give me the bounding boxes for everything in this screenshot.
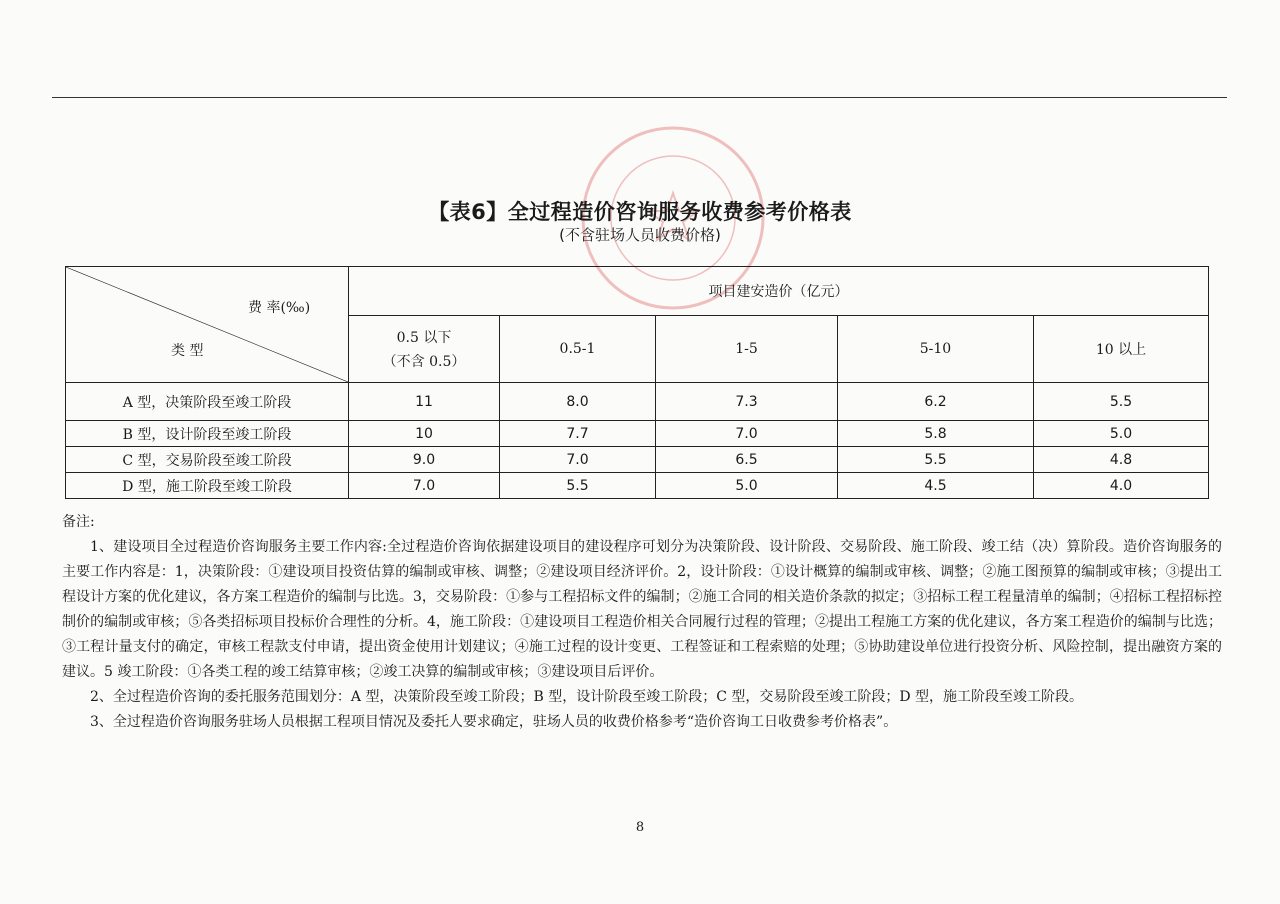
fee-table — [65, 266, 1209, 499]
rate-cell: 4.0 — [1034, 473, 1209, 499]
rate-cell: 7.7 — [500, 421, 656, 447]
rate-cell: 5.5 — [1034, 383, 1209, 421]
table-row — [66, 473, 1209, 499]
page-number: 8 — [635, 820, 645, 835]
notes-section — [62, 510, 1222, 735]
column-header: 1-5 — [656, 316, 838, 383]
rate-cell: 11 — [349, 383, 500, 421]
corner-header-cell — [66, 267, 349, 383]
row-type-cell: A 型，决策阶段至竣工阶段 — [66, 383, 349, 421]
rate-cell: 5.8 — [838, 421, 1034, 447]
column-header: 10 以上 — [1034, 316, 1209, 383]
notes-heading: 备注: — [62, 514, 95, 530]
column-header — [349, 316, 500, 383]
header-rule — [52, 97, 1227, 98]
rate-cell: 10 — [349, 421, 500, 447]
rate-cell: 5.0 — [1034, 421, 1209, 447]
column-header-line1: 0.5 以下 — [396, 330, 452, 346]
rate-cell: 9.0 — [349, 447, 500, 473]
table-row — [66, 447, 1209, 473]
rate-cell: 6.2 — [838, 383, 1034, 421]
column-header: 5-10 — [838, 316, 1034, 383]
note-item: 3、全过程造价咨询服务驻场人员根据工程项目情况及委托人要求确定，驻场人员的收费价格参考“造价咨询工日收费参考价格表”。 — [90, 714, 898, 730]
table-subtitle: (不含驻场人员收费价格) — [559, 226, 721, 244]
note-item: 2、全过程造价咨询的委托服务范围划分：A 型，决策阶段至竣工阶段；B 型，设计阶段至竣工阶段；C 型，交易阶段至竣工阶段；D 型，施工阶段至竣工阶段。 — [90, 689, 1084, 705]
table-title: 【表6】全过程造价咨询服务收费参考价格表 — [428, 200, 852, 224]
rate-cell: 8.0 — [500, 383, 656, 421]
column-header-line2: （不含 0.5） — [382, 354, 466, 370]
table-row — [66, 383, 1209, 421]
rate-cell: 5.5 — [500, 473, 656, 499]
row-type-cell: D 型，施工阶段至竣工阶段 — [66, 473, 349, 499]
rate-cell: 7.3 — [656, 383, 838, 421]
row-type-cell: B 型，设计阶段至竣工阶段 — [66, 421, 349, 447]
rate-cell: 6.5 — [656, 447, 838, 473]
rate-cell: 7.0 — [349, 473, 500, 499]
type-label: 类 型 — [171, 343, 204, 359]
rate-cell: 4.8 — [1034, 447, 1209, 473]
row-type-cell: C 型，交易阶段至竣工阶段 — [66, 447, 349, 473]
note-item: 1、建设项目全过程造价咨询服务主要工作内容:全过程造价咨询依据建设项目的建设程序可划分为决策阶段、设计阶段、交易阶段、施工阶段、竣工结（决）算阶段。造价咨询服务的主要工作内容是：1，决策阶段：①建设项目投资估算的编制或审核、调整；②建设项目经济评价。2，设计阶段：①设计概算的编制或审核、调整；②施工图预算的编制或审核；③提出工程设计方案的优化建议，各方案工程造价的编制与比选。3，交易阶段：①参与工程招标文件的编制；②施工合同的相关造价条款的拟定；③招标工程工程量清单的编制；④招标工程招标控制价的编制或审核；⑤各类招标项目投标价合理性的分析。4，施工阶段：①建设项目工程造价相关合同履行过程的管理；②提出工程施工方案的优化建议，各方案工程造价的编制与比选；③工程计量支付的确定，审核工程款支付申请，提出资金使用计划建议；④施工过程的设计变更、工程签证和工程索赔的处理；⑤协助建设单位进行投资分析、风险控制，提出融资方案的建议。5 竣工阶段：①各类工程的竣工结算审核；②竣工决算的编制或审核；③建设项目后评价。 — [62, 539, 1222, 680]
rate-cell: 7.0 — [656, 421, 838, 447]
rate-unit-label: 费 率(‰) — [248, 300, 311, 316]
rate-cell: 5.0 — [656, 473, 838, 499]
group-header-cell: 项目建安造价（亿元） — [349, 267, 1209, 316]
table-row — [66, 421, 1209, 447]
rate-cell: 7.0 — [500, 447, 656, 473]
column-header: 0.5-1 — [500, 316, 656, 383]
rate-cell: 4.5 — [838, 473, 1034, 499]
rate-cell: 5.5 — [838, 447, 1034, 473]
